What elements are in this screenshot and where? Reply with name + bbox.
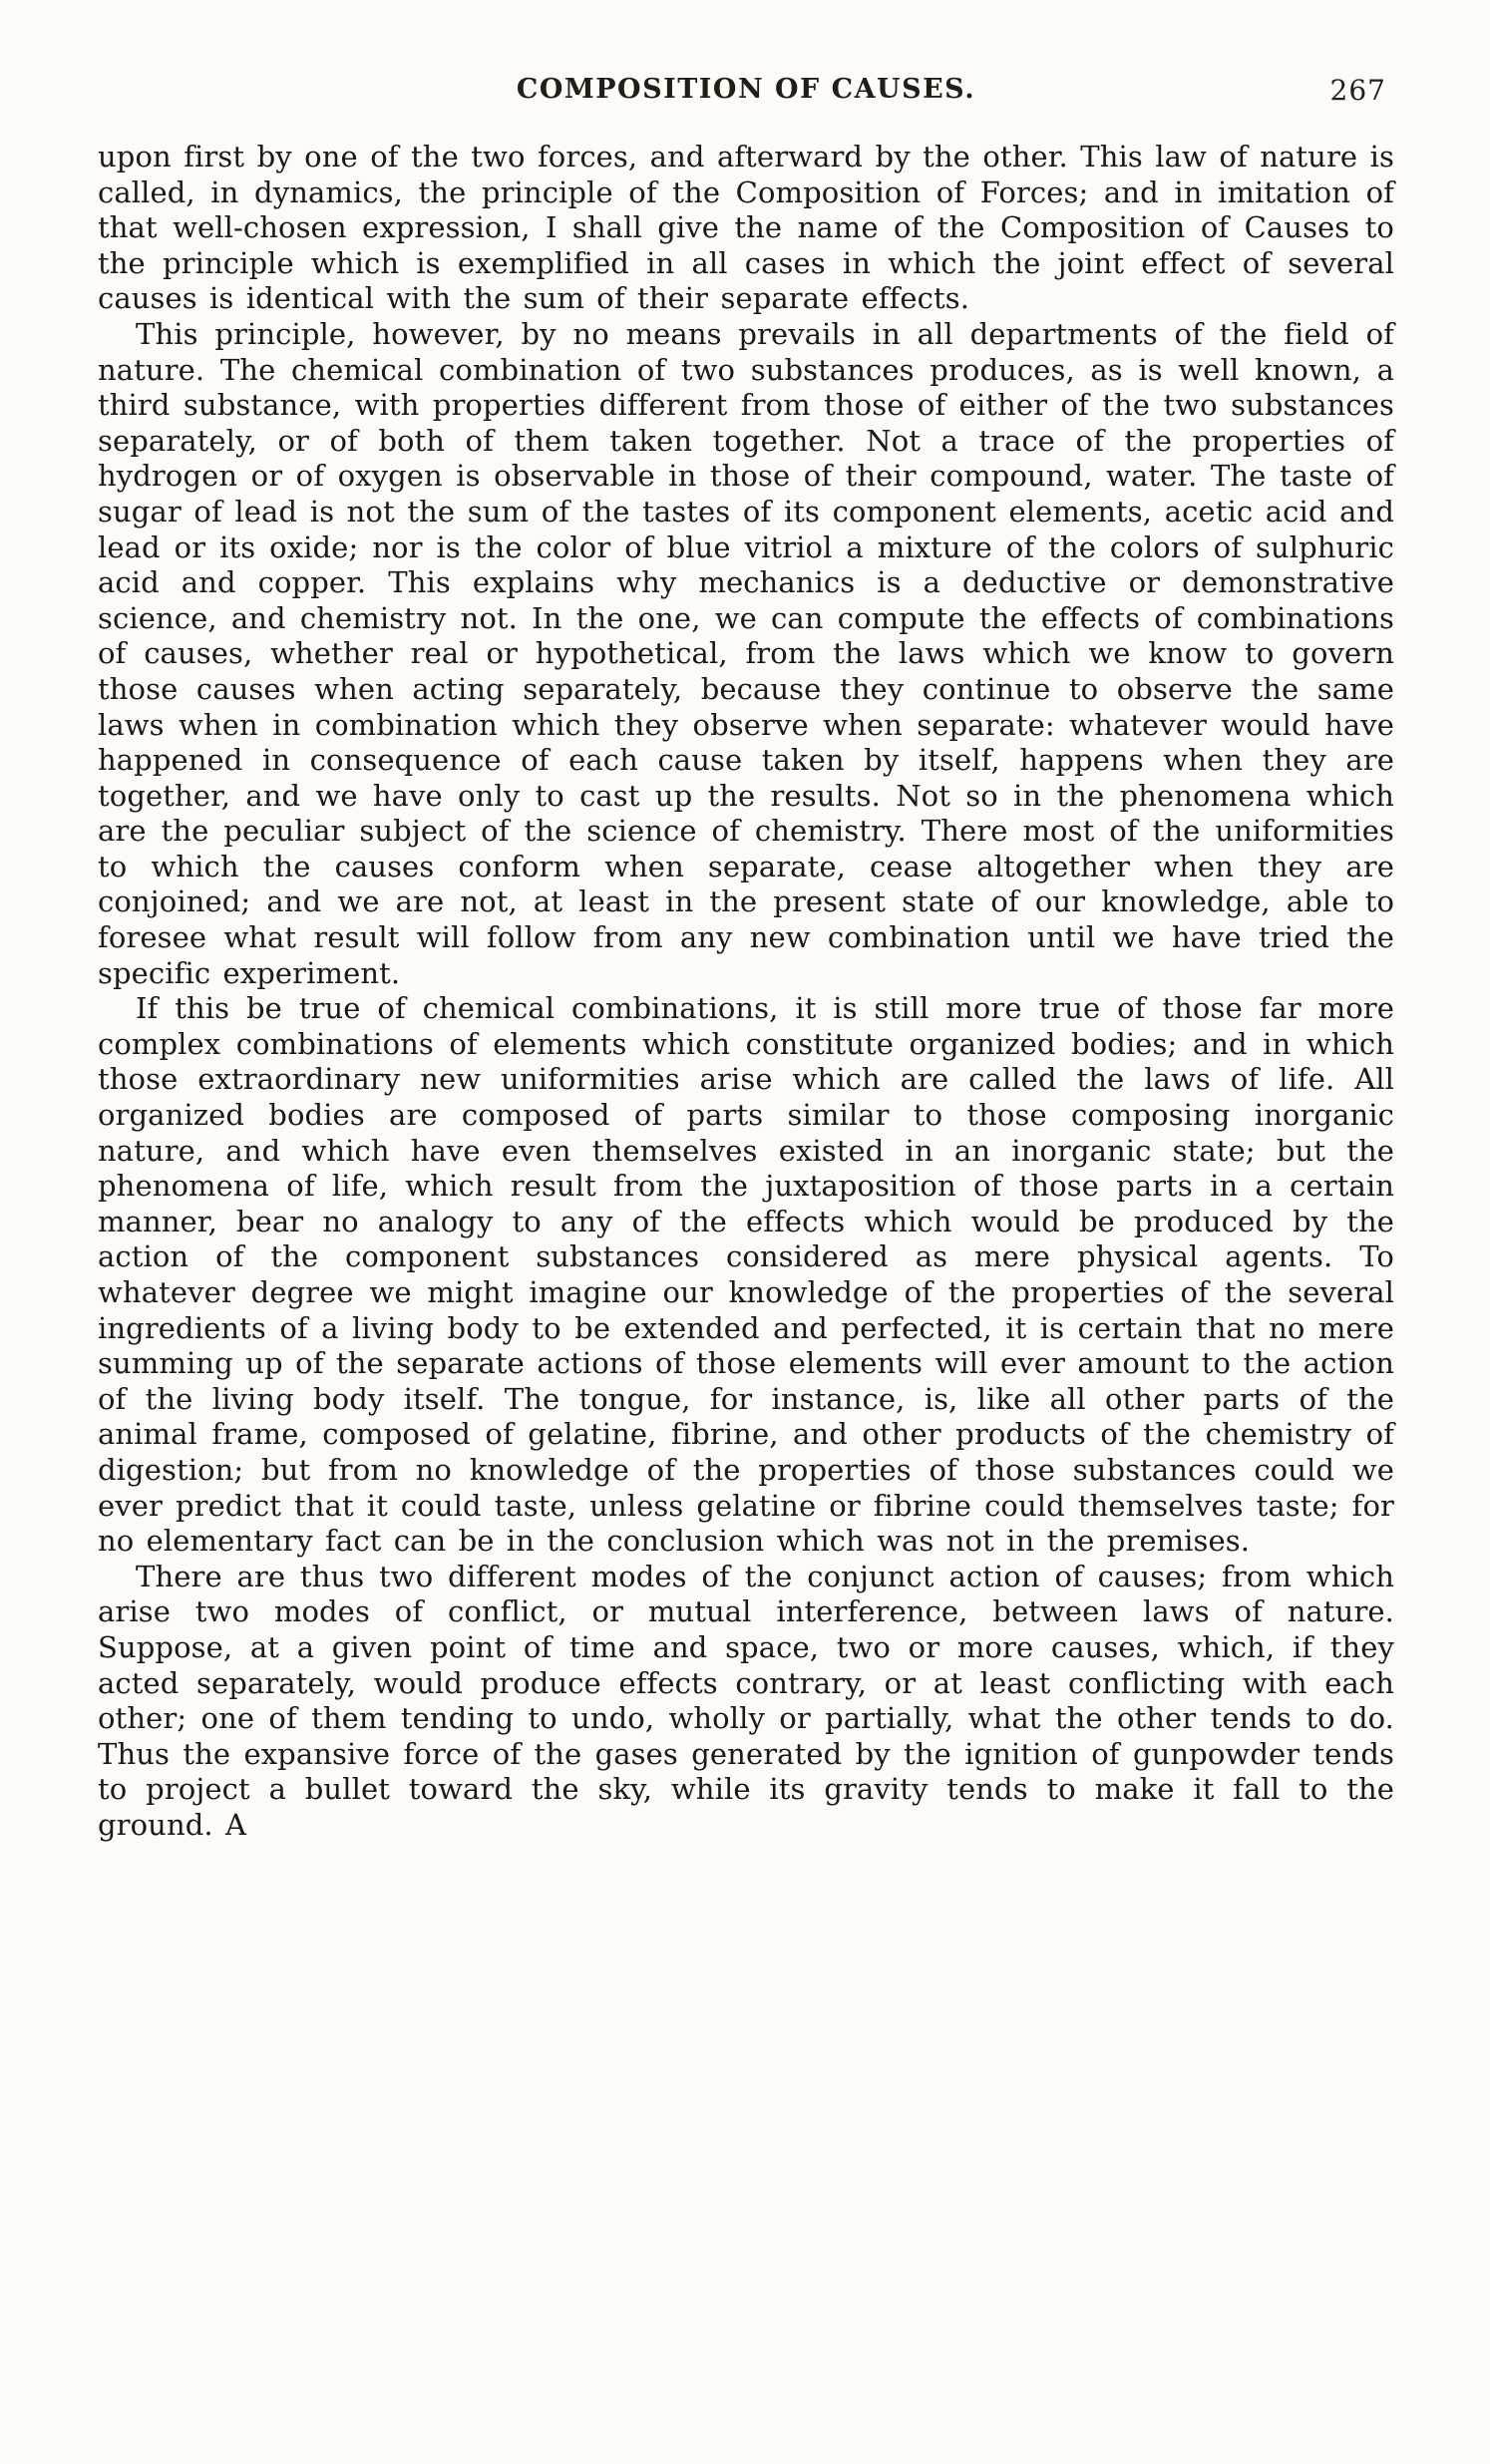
paragraph-organized-bodies: If this be true of chemical combinations, it is still more true of those far more complex combinations of elements which constitute organized bodies; and in which those extraordinary new uniformities arise which are called the laws of life. All organized bodies are composed of parts similar to those composing inorganic nature, and which have even themselves existed in an inorganic state; but the phenomena of life, which result from the juxtaposition of those parts in a certain manner, bear no analogy to any of the effects which would be produced by the action of the component substances considered as mere physical agents. To whatever degree we might imagine our knowledge of the properties of the several ingredients of a living body to be extended and perfected, it is certain that no mere summing up of the separate actions of those elements will ever amount to the action of the living body itself. The tongue, for instance, is, like all other parts of the animal frame, composed of gelatine, fibrine, and other products of the chemistry of digestion; but from no knowledge of the properties of those substances could we ever predict that it could taste, unless gelatine or fibrine could themselves taste; for no elementary fact can be in the conclusion which was not in the premises. — [98, 991, 1394, 1559]
paragraph-chemical-combination: This principle, however, by no means prevails in all departments of the field of nature. The chemical combination of two substances produces, as is well known, a third substance, with properties different from those of either of the two substances separately, or of both of them taken together. Not a trace of the properties of hydrogen or of oxygen is observable in those of their compound, water. The taste of sugar of lead is not the sum of the tastes of its component elements, acetic acid and lead or its oxide; nor is the color of blue vitriol a mixture of the colors of sulphuric acid and copper. This explains why mechanics is a deductive or demonstrative science, and chemistry not. In the one, we can compute the effects of combinations of causes, whether real or hypothetical, from the laws which we know to govern those causes when acting separately, because they continue to observe the same laws when in combination which they observe when separate: whatever would have happened in consequence of each cause taken by itself, happens when they are together, and we have only to cast up the results. Not so in the phenomena which are the peculiar subject of the science of chemistry. There most of the uniformities to which the causes conform when separate, cease altogether when they are conjoined; and we are not, at least in the present state of our knowledge, able to foresee what result will follow from any new combination until we have tried the specific experiment. — [98, 316, 1394, 990]
paragraph-continuation: upon first by one of the two forces, and afterward by the other. This law of nature is called, in dynamics, the principle of the Composition of Forces; and in imitation of that well-chosen expression, I shall give the name of the Composition of Causes to the principle which is exemplified in all cases in which the joint effect of several causes is identical with the sum of their separate effects. — [98, 140, 1394, 316]
page-body — [98, 140, 1394, 1844]
running-header — [98, 74, 1394, 114]
paragraph-conjunct-action: There are thus two different modes of the conjunct action of causes; from which arise two modes of conflict, or mutual interference, between laws of nature. Suppose, at a given point of time and space, two or more causes, which, if they acted separately, would produce effects contrary, or at least conflicting with each other; one of them tending to undo, wholly or partially, what the other tends to do. Thus the expansive force of the gases generated by the ignition of gunpowder tends to project a bullet toward the sky, while its gravity tends to make it fall to the ground. A — [98, 1559, 1394, 1842]
page-number: 267 — [1329, 74, 1386, 107]
running-header-title: COMPOSITION OF CAUSES. — [516, 74, 976, 105]
